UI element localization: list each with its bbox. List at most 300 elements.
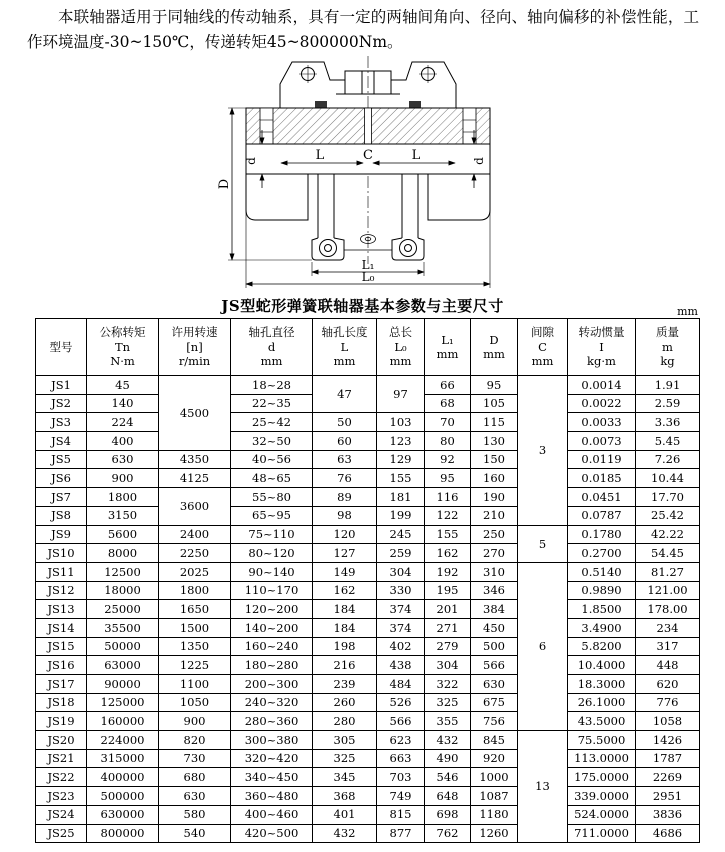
cell-I: 0.0014 [568, 376, 636, 395]
cell-I: 43.5000 [568, 712, 636, 731]
cell-m: 1426 [636, 731, 700, 750]
dim-label-D: D [218, 178, 232, 190]
cell-I: 524.0000 [568, 805, 636, 824]
col-header-I: 转动惯量 I kg·m [568, 319, 636, 376]
cell-L1: 762 [425, 824, 471, 843]
col-header-D: D mm [471, 319, 518, 376]
cell-L0: 103 [377, 413, 425, 432]
lug-hole-left-icon [299, 65, 317, 83]
cell-L0: 402 [377, 637, 425, 656]
cell-d: 200~300 [231, 675, 313, 694]
cell-L: 345 [313, 768, 377, 787]
cell-tn: 50000 [87, 637, 159, 656]
cell-I: 0.0033 [568, 413, 636, 432]
cell-m: 7.26 [636, 450, 700, 469]
table-row [36, 693, 700, 712]
cell-d: 300~380 [231, 731, 313, 750]
cell-model: JS9 [36, 525, 87, 544]
cell-d: 240~320 [231, 693, 313, 712]
intro-paragraph: 本联轴器适用于同轴线的传动轴系，具有一定的两轴间角向、径向、轴向偏移的补偿性能，工作环境温度-30~150℃，传递转矩45~800000Nm。 [27, 8, 699, 51]
cell-n: 730 [159, 749, 231, 768]
cell-m: 4686 [636, 824, 700, 843]
cell-m: 2269 [636, 768, 700, 787]
cell-tn: 12500 [87, 562, 159, 581]
cell-L: 98 [313, 506, 377, 525]
cell-tn: 500000 [87, 787, 159, 806]
cell-C: 5 [518, 525, 568, 562]
table-row [36, 525, 700, 544]
cell-m: 3836 [636, 805, 700, 824]
cell-n: 4500 [159, 376, 231, 451]
cell-tn: 125000 [87, 693, 159, 712]
cell-tn: 25000 [87, 600, 159, 619]
cell-L: 325 [313, 749, 377, 768]
cell-tn: 1800 [87, 488, 159, 507]
cell-n: 1650 [159, 600, 231, 619]
cell-D: 845 [471, 731, 518, 750]
cell-model: JS5 [36, 450, 87, 469]
cell-m: 234 [636, 618, 700, 637]
dim-label-L-right: L [411, 148, 421, 163]
cell-L1: 92 [425, 450, 471, 469]
cell-tn: 35500 [87, 618, 159, 637]
cell-L: 184 [313, 600, 377, 619]
cell-D: 1260 [471, 824, 518, 843]
cell-m: 2.59 [636, 394, 700, 413]
cell-m: 178.00 [636, 600, 700, 619]
table-row [36, 787, 700, 806]
cell-D: 346 [471, 581, 518, 600]
cell-D: 1180 [471, 805, 518, 824]
cell-I: 113.0000 [568, 749, 636, 768]
col-header-L: 轴孔长度 L mm [313, 319, 377, 376]
cell-L: 63 [313, 450, 377, 469]
cell-d: 420~500 [231, 824, 313, 843]
flange-band [246, 108, 490, 144]
cell-m: 54.45 [636, 544, 700, 563]
cell-L1: 68 [425, 394, 471, 413]
cell-D: 160 [471, 469, 518, 488]
cell-n: 820 [159, 731, 231, 750]
dim-label-L-left: L [315, 148, 325, 163]
cell-L: 280 [313, 712, 377, 731]
cell-tn: 3150 [87, 506, 159, 525]
table-row [36, 544, 700, 563]
cell-L0: 566 [377, 712, 425, 731]
cell-L0: 438 [377, 656, 425, 675]
cell-n: 1225 [159, 656, 231, 675]
cell-d: 32~50 [231, 432, 313, 451]
cell-tn: 400000 [87, 768, 159, 787]
cell-d: 55~80 [231, 488, 313, 507]
table-row [36, 488, 700, 507]
cell-L0: 304 [377, 562, 425, 581]
cell-D: 310 [471, 562, 518, 581]
cell-L1: 355 [425, 712, 471, 731]
cell-L: 198 [313, 637, 377, 656]
cell-L1: 432 [425, 731, 471, 750]
table-row [36, 731, 700, 750]
cell-I: 175.0000 [568, 768, 636, 787]
cell-L: 120 [313, 525, 377, 544]
col-header-L0: 总长 L₀ mm [377, 319, 425, 376]
cell-I: 711.0000 [568, 824, 636, 843]
cell-I: 18.3000 [568, 675, 636, 694]
cell-tn: 630000 [87, 805, 159, 824]
cell-D: 1000 [471, 768, 518, 787]
cell-L1: 80 [425, 432, 471, 451]
table-header [36, 319, 700, 376]
coupling-drawing [218, 50, 520, 290]
cell-L0: 877 [377, 824, 425, 843]
cell-tn: 8000 [87, 544, 159, 563]
cell-d: 25~42 [231, 413, 313, 432]
col-header-tn: 公称转矩 Tn N·m [87, 319, 159, 376]
cell-model: JS20 [36, 731, 87, 750]
cell-L1: 322 [425, 675, 471, 694]
cell-n: 3600 [159, 488, 231, 525]
cell-tn: 90000 [87, 675, 159, 694]
cell-I: 0.0119 [568, 450, 636, 469]
cell-n: 630 [159, 787, 231, 806]
col-header-C: 间隙 C mm [518, 319, 568, 376]
table-row [36, 506, 700, 525]
cell-L0: 155 [377, 469, 425, 488]
cell-d: 75~110 [231, 525, 313, 544]
cell-model: JS11 [36, 562, 87, 581]
cell-I: 5.8200 [568, 637, 636, 656]
cell-D: 1087 [471, 787, 518, 806]
cell-D: 150 [471, 450, 518, 469]
cell-m: 3.36 [636, 413, 700, 432]
cell-L: 47 [313, 376, 377, 413]
cell-m: 121.00 [636, 581, 700, 600]
table-row [36, 432, 700, 451]
cell-n: 2250 [159, 544, 231, 563]
cell-L0: 129 [377, 450, 425, 469]
cell-D: 115 [471, 413, 518, 432]
cell-L0: 123 [377, 432, 425, 451]
cell-I: 339.0000 [568, 787, 636, 806]
cell-m: 10.44 [636, 469, 700, 488]
cell-d: 400~460 [231, 805, 313, 824]
cell-L0: 484 [377, 675, 425, 694]
cell-L0: 374 [377, 618, 425, 637]
cell-tn: 63000 [87, 656, 159, 675]
cell-m: 1058 [636, 712, 700, 731]
dim-label-C: C [363, 148, 373, 163]
table-row [36, 469, 700, 488]
cell-L: 216 [313, 656, 377, 675]
cell-D: 920 [471, 749, 518, 768]
table-row [36, 675, 700, 694]
cell-model: JS22 [36, 768, 87, 787]
cell-d: 340~450 [231, 768, 313, 787]
cell-I: 0.2700 [568, 544, 636, 563]
dim-label-L0: L₀ [361, 270, 375, 284]
cell-n: 540 [159, 824, 231, 843]
cell-L1: 192 [425, 562, 471, 581]
cell-I: 0.0787 [568, 506, 636, 525]
cell-model: JS4 [36, 432, 87, 451]
cell-n: 2400 [159, 525, 231, 544]
cell-L1: 95 [425, 469, 471, 488]
table-row [36, 656, 700, 675]
cell-d: 280~360 [231, 712, 313, 731]
cell-I: 0.0451 [568, 488, 636, 507]
lug-hole-right-icon [419, 65, 437, 83]
cell-d: 22~35 [231, 394, 313, 413]
cell-m: 1.91 [636, 376, 700, 395]
cell-C: 3 [518, 376, 568, 526]
cell-d: 65~95 [231, 506, 313, 525]
table-row [36, 413, 700, 432]
cell-n: 4125 [159, 469, 231, 488]
cell-L: 401 [313, 805, 377, 824]
cell-L1: 279 [425, 637, 471, 656]
cell-tn: 315000 [87, 749, 159, 768]
cell-I: 0.5140 [568, 562, 636, 581]
cell-L: 260 [313, 693, 377, 712]
cell-model: JS23 [36, 787, 87, 806]
cell-d: 320~420 [231, 749, 313, 768]
cell-L0: 97 [377, 376, 425, 413]
cell-C: 13 [518, 731, 568, 843]
cell-d: 40~56 [231, 450, 313, 469]
cell-L0: 663 [377, 749, 425, 768]
dim-label-L1: L₁ [361, 258, 375, 272]
cell-m: 620 [636, 675, 700, 694]
table-row [36, 618, 700, 637]
cell-m: 1787 [636, 749, 700, 768]
cell-D: 500 [471, 637, 518, 656]
cell-L: 60 [313, 432, 377, 451]
cell-d: 80~120 [231, 544, 313, 563]
cell-L1: 66 [425, 376, 471, 395]
col-header-model: 型号 [36, 319, 87, 376]
cell-n: 1800 [159, 581, 231, 600]
cell-n: 580 [159, 805, 231, 824]
cell-L1: 271 [425, 618, 471, 637]
dim-label-d-left: d [244, 157, 258, 165]
cell-model: JS2 [36, 394, 87, 413]
cell-L0: 181 [377, 488, 425, 507]
cell-tn: 5600 [87, 525, 159, 544]
table-row [36, 450, 700, 469]
cell-L0: 374 [377, 600, 425, 619]
cell-I: 0.9890 [568, 581, 636, 600]
cell-I: 3.4900 [568, 618, 636, 637]
cell-I: 0.1780 [568, 525, 636, 544]
table-row [36, 749, 700, 768]
table-row [36, 600, 700, 619]
table-row [36, 712, 700, 731]
table-row [36, 637, 700, 656]
cell-model: JS13 [36, 600, 87, 619]
cell-model: JS12 [36, 581, 87, 600]
cell-L: 162 [313, 581, 377, 600]
cell-I: 10.4000 [568, 656, 636, 675]
cell-model: JS17 [36, 675, 87, 694]
cell-L1: 201 [425, 600, 471, 619]
cell-tn: 630 [87, 450, 159, 469]
cell-model: JS25 [36, 824, 87, 843]
cell-d: 110~170 [231, 581, 313, 600]
cell-d: 360~480 [231, 787, 313, 806]
cell-m: 5.45 [636, 432, 700, 451]
cell-model: JS10 [36, 544, 87, 563]
cell-D: 105 [471, 394, 518, 413]
cell-L1: 490 [425, 749, 471, 768]
cell-I: 26.1000 [568, 693, 636, 712]
cell-m: 317 [636, 637, 700, 656]
cell-m: 448 [636, 656, 700, 675]
cell-model: JS15 [36, 637, 87, 656]
cell-model: JS21 [36, 749, 87, 768]
cell-m: 81.27 [636, 562, 700, 581]
cell-L1: 304 [425, 656, 471, 675]
cell-L1: 116 [425, 488, 471, 507]
cell-D: 566 [471, 656, 518, 675]
cell-model: JS7 [36, 488, 87, 507]
cell-I: 0.0185 [568, 469, 636, 488]
cell-m: 25.42 [636, 506, 700, 525]
cell-model: JS1 [36, 376, 87, 395]
cell-tn: 18000 [87, 581, 159, 600]
cell-I: 0.0022 [568, 394, 636, 413]
table-row [36, 768, 700, 787]
cell-L1: 195 [425, 581, 471, 600]
cell-L1: 698 [425, 805, 471, 824]
cell-tn: 224000 [87, 731, 159, 750]
col-header-n: 许用转速 [n] r/min [159, 319, 231, 376]
cell-d: 180~280 [231, 656, 313, 675]
cell-L0: 259 [377, 544, 425, 563]
cell-L0: 749 [377, 787, 425, 806]
cell-D: 270 [471, 544, 518, 563]
table-unit: mm [677, 305, 698, 318]
cell-L0: 623 [377, 731, 425, 750]
table-row [36, 581, 700, 600]
table-row [36, 562, 700, 581]
table-title: JS型蛇形弹簧联轴器基本参数与主要尺寸 [221, 297, 504, 315]
cell-n: 1500 [159, 618, 231, 637]
cell-tn: 400 [87, 432, 159, 451]
cell-model: JS16 [36, 656, 87, 675]
cell-L0: 330 [377, 581, 425, 600]
cell-L: 50 [313, 413, 377, 432]
cell-tn: 160000 [87, 712, 159, 731]
cell-L: 127 [313, 544, 377, 563]
cell-L1: 648 [425, 787, 471, 806]
cell-D: 210 [471, 506, 518, 525]
parameters-table [35, 318, 700, 843]
cell-L0: 526 [377, 693, 425, 712]
dim-label-d-right: d [472, 157, 486, 165]
cell-L1: 70 [425, 413, 471, 432]
cell-L1: 325 [425, 693, 471, 712]
cell-L: 184 [313, 618, 377, 637]
cell-D: 630 [471, 675, 518, 694]
cell-L: 239 [313, 675, 377, 694]
cell-D: 450 [471, 618, 518, 637]
cell-L: 432 [313, 824, 377, 843]
cell-n: 1100 [159, 675, 231, 694]
cell-n: 680 [159, 768, 231, 787]
cell-n: 900 [159, 712, 231, 731]
cell-d: 48~65 [231, 469, 313, 488]
cell-model: JS18 [36, 693, 87, 712]
cell-d: 18~28 [231, 376, 313, 395]
cell-n: 2025 [159, 562, 231, 581]
table-row [36, 824, 700, 843]
cell-tn: 140 [87, 394, 159, 413]
cell-L1: 162 [425, 544, 471, 563]
cell-d: 160~240 [231, 637, 313, 656]
cell-I: 1.8500 [568, 600, 636, 619]
col-header-m: 质量 m kg [636, 319, 700, 376]
cell-m: 42.22 [636, 525, 700, 544]
cell-L: 305 [313, 731, 377, 750]
bolt-left-icon [315, 101, 327, 108]
col-header-L1: L₁ mm [425, 319, 471, 376]
bolt-right-icon [409, 101, 421, 108]
cell-L: 368 [313, 787, 377, 806]
cell-n: 1350 [159, 637, 231, 656]
cell-m: 2951 [636, 787, 700, 806]
cell-model: JS19 [36, 712, 87, 731]
cell-L1: 546 [425, 768, 471, 787]
cell-model: JS24 [36, 805, 87, 824]
cell-D: 756 [471, 712, 518, 731]
col-header-d: 轴孔直径 d mm [231, 319, 313, 376]
cell-I: 75.5000 [568, 731, 636, 750]
cell-D: 384 [471, 600, 518, 619]
cell-L1: 122 [425, 506, 471, 525]
cell-model: JS6 [36, 469, 87, 488]
cell-D: 95 [471, 376, 518, 395]
cell-I: 0.0073 [568, 432, 636, 451]
cell-L0: 245 [377, 525, 425, 544]
cell-m: 776 [636, 693, 700, 712]
cell-L0: 703 [377, 768, 425, 787]
cell-L: 89 [313, 488, 377, 507]
cell-L0: 815 [377, 805, 425, 824]
cell-L: 149 [313, 562, 377, 581]
cell-tn: 224 [87, 413, 159, 432]
cell-d: 90~140 [231, 562, 313, 581]
table-row [36, 805, 700, 824]
cell-L: 76 [313, 469, 377, 488]
cell-model: JS8 [36, 506, 87, 525]
cell-tn: 900 [87, 469, 159, 488]
cell-D: 250 [471, 525, 518, 544]
table-row [36, 376, 700, 395]
cell-C: 6 [518, 562, 568, 730]
cell-n: 1050 [159, 693, 231, 712]
cell-D: 190 [471, 488, 518, 507]
cell-d: 120~200 [231, 600, 313, 619]
cell-L0: 199 [377, 506, 425, 525]
cell-n: 4350 [159, 450, 231, 469]
cell-d: 140~200 [231, 618, 313, 637]
cell-tn: 800000 [87, 824, 159, 843]
cell-m: 17.70 [636, 488, 700, 507]
cell-model: JS3 [36, 413, 87, 432]
cell-L1: 155 [425, 525, 471, 544]
cell-D: 675 [471, 693, 518, 712]
cell-tn: 45 [87, 376, 159, 395]
